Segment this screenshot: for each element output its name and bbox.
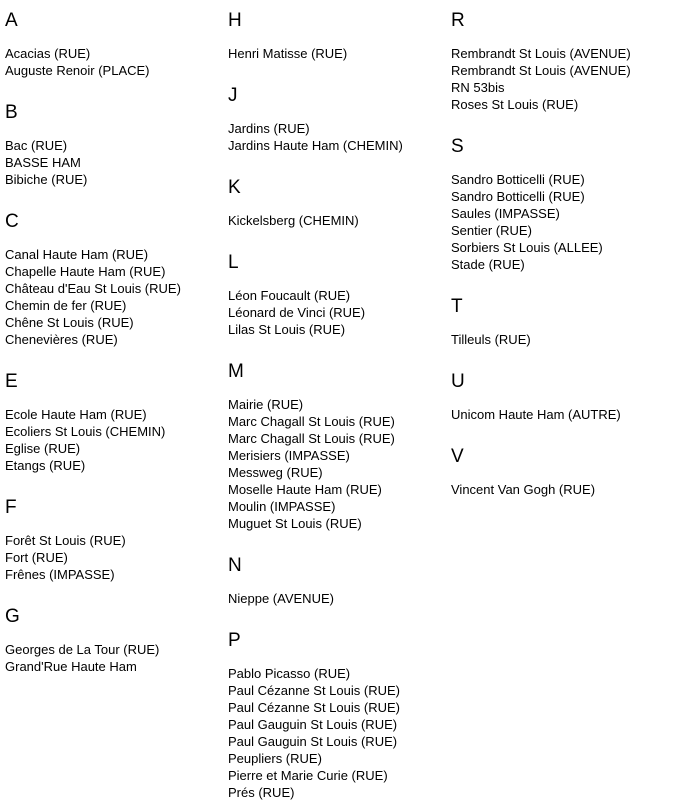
street-entry[interactable]: Stade (RUE) bbox=[451, 257, 525, 272]
street-entry[interactable]: Rembrandt St Louis (AVENUE) bbox=[451, 46, 631, 61]
section-letter-heading: R bbox=[451, 10, 465, 31]
street-entry[interactable]: Château d'Eau St Louis (RUE) bbox=[5, 281, 181, 296]
street-entry[interactable]: Saules (IMPASSE) bbox=[451, 206, 560, 221]
street-entry[interactable]: BASSE HAM bbox=[5, 155, 81, 170]
street-entry[interactable]: RN 53bis bbox=[451, 80, 505, 95]
section-letter-heading: K bbox=[228, 177, 241, 198]
street-entry[interactable]: Sorbiers St Louis (ALLEE) bbox=[451, 240, 603, 255]
section-letter-heading: T bbox=[451, 296, 463, 317]
street-entry[interactable]: Fort (RUE) bbox=[5, 550, 68, 565]
street-entry[interactable]: Ecoliers St Louis (CHEMIN) bbox=[5, 424, 166, 439]
street-entry[interactable]: Jardins (RUE) bbox=[228, 121, 310, 136]
street-entry[interactable]: Nieppe (AVENUE) bbox=[228, 591, 334, 606]
index-column-3 bbox=[446, 0, 670, 498]
section-letter-heading: V bbox=[451, 446, 464, 467]
street-entry[interactable]: Jardins Haute Ham (CHEMIN) bbox=[228, 138, 403, 153]
street-entry[interactable]: Georges de La Tour (RUE) bbox=[5, 642, 160, 657]
street-entry[interactable]: Marc Chagall St Louis (RUE) bbox=[228, 414, 395, 429]
street-entry[interactable]: Chemin de fer (RUE) bbox=[5, 298, 127, 313]
section-letter-heading: G bbox=[5, 606, 20, 627]
section-letter-heading: E bbox=[5, 371, 18, 392]
section-letter-heading: A bbox=[5, 10, 18, 31]
section-letter-heading: U bbox=[451, 371, 465, 392]
street-entry[interactable]: Pablo Picasso (RUE) bbox=[228, 666, 351, 681]
section-letter-heading: N bbox=[228, 555, 242, 576]
section-letter-heading: B bbox=[5, 102, 18, 123]
street-entry[interactable]: Canal Haute Ham (RUE) bbox=[5, 247, 149, 262]
street-entry[interactable]: Messweg (RUE) bbox=[228, 465, 323, 480]
street-entry[interactable]: Lilas St Louis (RUE) bbox=[228, 322, 346, 337]
street-entry[interactable]: Pierre et Marie Curie (RUE) bbox=[228, 768, 388, 783]
street-entry[interactable]: Forêt St Louis (RUE) bbox=[5, 533, 126, 548]
street-entry[interactable]: Sentier (RUE) bbox=[451, 223, 532, 238]
street-entry[interactable]: Paul Gauguin St Louis (RUE) bbox=[228, 734, 398, 749]
street-entry[interactable]: Léon Foucault (RUE) bbox=[228, 288, 351, 303]
street-entry[interactable]: Unicom Haute Ham (AUTRE) bbox=[451, 407, 621, 422]
street-entry[interactable]: Léonard de Vinci (RUE) bbox=[228, 305, 366, 320]
street-entry[interactable]: Frênes (IMPASSE) bbox=[5, 567, 115, 582]
section-letter-heading: J bbox=[228, 85, 238, 106]
street-entry[interactable]: Bibiche (RUE) bbox=[5, 172, 88, 187]
street-entry[interactable]: Kickelsberg (CHEMIN) bbox=[228, 213, 359, 228]
street-entry[interactable]: Marc Chagall St Louis (RUE) bbox=[228, 431, 395, 446]
section-letter-heading: C bbox=[5, 211, 19, 232]
street-entry[interactable]: Chêne St Louis (RUE) bbox=[5, 315, 134, 330]
section-letter-heading: F bbox=[5, 497, 17, 518]
street-entry[interactable]: Moulin (IMPASSE) bbox=[228, 499, 336, 514]
street-entry[interactable]: Auguste Renoir (PLACE) bbox=[5, 63, 150, 78]
index-column-2 bbox=[223, 0, 446, 801]
street-entry[interactable]: Roses St Louis (RUE) bbox=[451, 97, 579, 112]
street-entry[interactable]: Eglise (RUE) bbox=[5, 441, 81, 456]
street-entry[interactable]: Acacias (RUE) bbox=[5, 46, 91, 61]
street-entry[interactable]: Chenevières (RUE) bbox=[5, 332, 118, 347]
street-entry[interactable]: Paul Cézanne St Louis (RUE) bbox=[228, 683, 400, 698]
street-entry[interactable]: Tilleuls (RUE) bbox=[451, 332, 531, 347]
street-entry[interactable]: Etangs (RUE) bbox=[5, 458, 86, 473]
index-column-1 bbox=[0, 0, 223, 675]
section-letter-heading: P bbox=[228, 630, 241, 651]
street-entry[interactable]: Muguet St Louis (RUE) bbox=[228, 516, 362, 531]
street-entry[interactable]: Merisiers (IMPASSE) bbox=[228, 448, 350, 463]
street-entry[interactable]: Grand'Rue Haute Ham bbox=[5, 659, 137, 674]
street-entry[interactable]: Chapelle Haute Ham (RUE) bbox=[5, 264, 166, 279]
street-entry[interactable]: Ecole Haute Ham (RUE) bbox=[5, 407, 147, 422]
street-entry[interactable]: Paul Cézanne St Louis (RUE) bbox=[228, 700, 400, 715]
street-entry[interactable]: Sandro Botticelli (RUE) bbox=[451, 189, 585, 204]
street-entry[interactable]: Mairie (RUE) bbox=[228, 397, 304, 412]
section-letter-heading: M bbox=[228, 361, 244, 382]
street-entry[interactable]: Rembrandt St Louis (AVENUE) bbox=[451, 63, 631, 78]
street-entry[interactable]: Vincent Van Gogh (RUE) bbox=[451, 482, 596, 497]
street-entry[interactable]: Moselle Haute Ham (RUE) bbox=[228, 482, 382, 497]
street-entry[interactable]: Bac (RUE) bbox=[5, 138, 68, 153]
street-entry[interactable]: Henri Matisse (RUE) bbox=[228, 46, 348, 61]
street-entry[interactable]: Peupliers (RUE) bbox=[228, 751, 322, 766]
section-letter-heading: H bbox=[228, 10, 242, 31]
section-letter-heading: S bbox=[451, 136, 464, 157]
street-entry[interactable]: Prés (RUE) bbox=[228, 785, 295, 800]
street-entry[interactable]: Sandro Botticelli (RUE) bbox=[451, 172, 585, 187]
section-letter-heading: L bbox=[228, 252, 239, 273]
street-entry[interactable]: Paul Gauguin St Louis (RUE) bbox=[228, 717, 398, 732]
